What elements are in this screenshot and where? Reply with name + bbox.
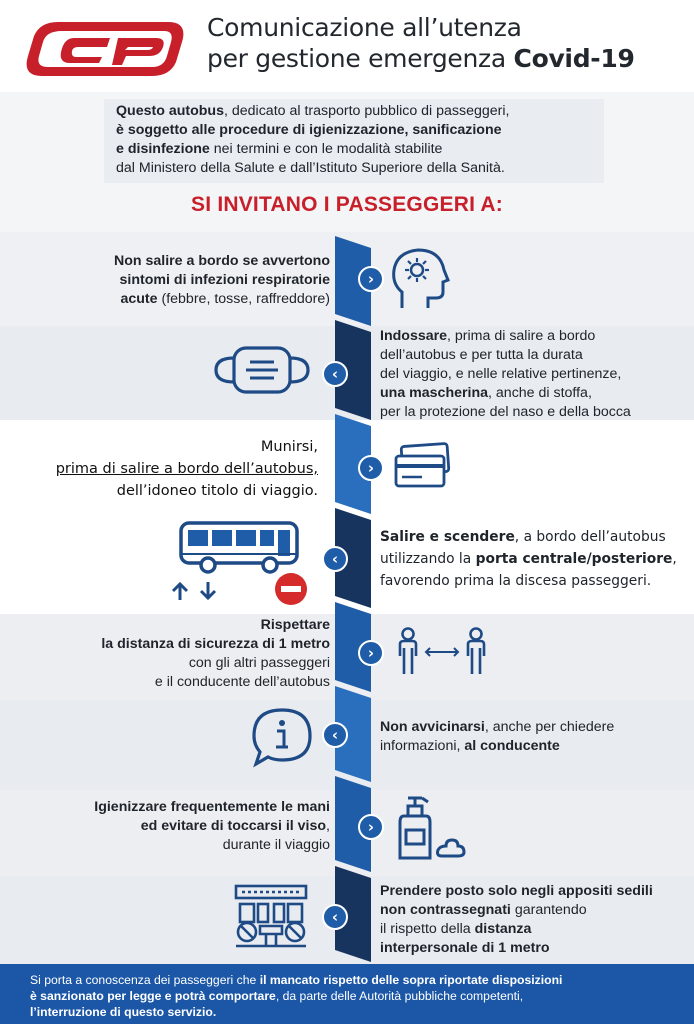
- up-down-arrows-icon: [168, 580, 224, 602]
- distance-people-icon: [394, 626, 490, 678]
- intro-text: Questo autobus, dedicato al trasporto pubblico di passeggeri, è soggetto alle procedure di igienizzazione, sanificazione e disinfezione nei termini e con le modalità stabilite dal Ministero della Salute e dall’Istituto Superiore della Sanità.: [116, 103, 510, 176]
- step-5-text: Rispettare la distanza di sicurezza di 1 metro con gli altri passeggeri e il conducente dell’autobus: [101, 617, 330, 690]
- bus-icon: [178, 520, 302, 576]
- step-1-text: Non salire a bordo se avvertono sintomi di infezioni respiratorie acute (febbre, tosse, raffreddore): [113, 253, 330, 307]
- no-entry-icon: [274, 572, 308, 606]
- step-6-text: Non avvicinarsi, anche per chiedere informazioni, al conducente: [380, 719, 615, 754]
- chevron-left-icon: ‹: [322, 546, 348, 572]
- footer-notice: [0, 964, 694, 1024]
- info-bubble-icon: [250, 706, 314, 768]
- chevron-left-icon: ‹: [322, 904, 348, 930]
- chevron-right-icon: ›: [358, 814, 384, 840]
- chevron-left-icon: ‹: [322, 722, 348, 748]
- timeline-spine: [335, 236, 371, 962]
- chevron-right-icon: ›: [358, 266, 384, 292]
- step-3-text: Munirsi, prima di salire a bordo dell’autobus, dell’idoneo titolo di viaggio.: [55, 439, 318, 499]
- step-4-text: Salire e scendere, a bordo dell’autobus utilizzando la porta centrale/posteriore, favorendo prima la discesa passeggeri.: [380, 529, 677, 589]
- sanitizer-icon: [394, 792, 474, 864]
- invite-heading: SI INVITANO I PASSEGGERI A:: [191, 193, 503, 216]
- footer-text: Si porta a conoscenza dei passeggeri che il mancato rispetto delle sopra riportate disposizioni è sanzionato per legge e potrà comportare, da parte delle Autorità pubbliche competenti, l’interruzione di questo servizio.: [30, 973, 563, 1019]
- bus-seats-icon: [232, 882, 310, 950]
- intro-box: [104, 99, 604, 183]
- chevron-left-icon: ‹: [322, 361, 348, 387]
- csp-logo: [18, 16, 190, 82]
- head-virus-icon: [388, 246, 450, 312]
- page-title: Comunicazione all’utenza per gestione emergenza Covid-19: [207, 13, 635, 73]
- face-mask-icon: [212, 344, 312, 396]
- step-2-text: Indossare, prima di salire a bordo dell’autobus e per tutta la durata del viaggio, e nelle relative pertinenze, una mascherina, anche di stoffa, per la protezione del naso e della bocca: [380, 328, 631, 420]
- chevron-right-icon: ›: [358, 640, 384, 666]
- header: [0, 0, 694, 92]
- step-8-text: Prendere posto solo negli appositi sedili non contrassegnati garantendo il rispetto della distanza interpersonale di 1 metro: [380, 883, 653, 956]
- ticket-cards-icon: [392, 442, 452, 490]
- chevron-right-icon: ›: [358, 455, 384, 481]
- step-7-text: Igienizzare frequentemente le mani ed evitare di toccarsi il viso, durante il viaggio: [94, 799, 330, 853]
